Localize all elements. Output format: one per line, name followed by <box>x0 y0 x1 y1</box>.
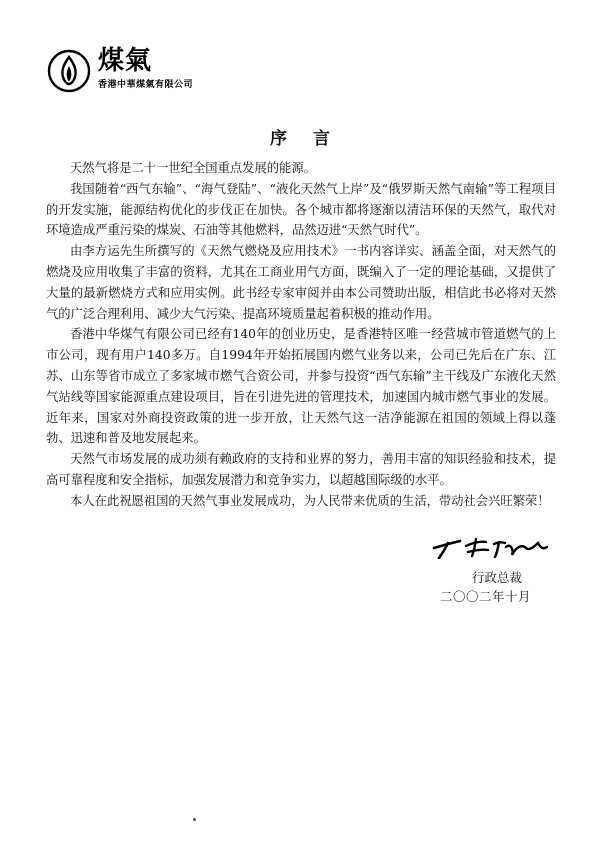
company-full-name: 香港中華煤氣有限公司 <box>98 80 194 90</box>
paragraph: 香港中华煤气有限公司已经有140年的创业历史，是香港特区唯一经营城市管道燃气的上市公司，现有用户140多万。自1994年开始拓展国内燃气业务以来，公司已先后在广东、江苏、山东等省市成立了多家城市燃气合资公司，并参与投资“西气东输”主干线及广东液化天然气站线等国家能源重点建设项目，旨在引进先进的管理技术，加速国内城市燃气事业的发展。近年来，国家对外商投资政策的进一步开放，让天然气这一洁净能源在祖国的领域上得以蓬勃、迅速和普及地发展起来。 <box>46 327 556 446</box>
company-logo <box>46 42 246 94</box>
page-dot <box>193 818 196 821</box>
signature-role: 行政总裁 <box>472 570 523 585</box>
page-title: 序 言 <box>270 129 340 149</box>
signature-date: 二〇〇二年十月 <box>440 589 532 604</box>
paragraph: 天然气市场发展的成功须有赖政府的支持和业界的努力，善用丰富的知识经验和技术，提高可靠程度和安全指标，加强发展潜力和竞争实力，以超越国际级的水平。 <box>46 452 556 487</box>
paragraph: 由李方运先生所撰写的《天然气燃烧及应用技术》一书内容详实、涵盖全面，对天然气的燃烧及应用收集了丰富的资料，尤其在工商业用气方面，既编入了一定的理论基础，又提供了大量的最新燃烧方式和应用实例。此书经专家审阅并由本公司赞助出版，相信此书必将对天然气的广泛合理利用、减少大气污染、提高环境质量起着积极的推动作用。 <box>46 244 556 321</box>
company-name: 煤氣 <box>98 46 153 76</box>
preface-body <box>46 158 556 512</box>
flame-icon <box>46 48 92 94</box>
handwritten-signature <box>430 535 550 559</box>
paragraph: 天然气将是二十一世纪全国重点发展的能源。 <box>70 161 316 175</box>
paragraph: 我国随着“西气东输”、“海气登陆”、“液化天然气上岸”及“俄罗斯天然气南输”等工程项目的开发实施，能源结构优化的步伐正在加快。各个城市都将逐渐以清洁环保的天然气，取代对环境造成严重污染的煤炭、石油等其他燃料，品然迈进“天然气时代”。 <box>46 181 556 238</box>
paragraph: 本人在此祝愿祖国的天然气事业发展成功，为人民带来优质的生活，带动社会兴旺繁荣！ <box>70 493 550 508</box>
